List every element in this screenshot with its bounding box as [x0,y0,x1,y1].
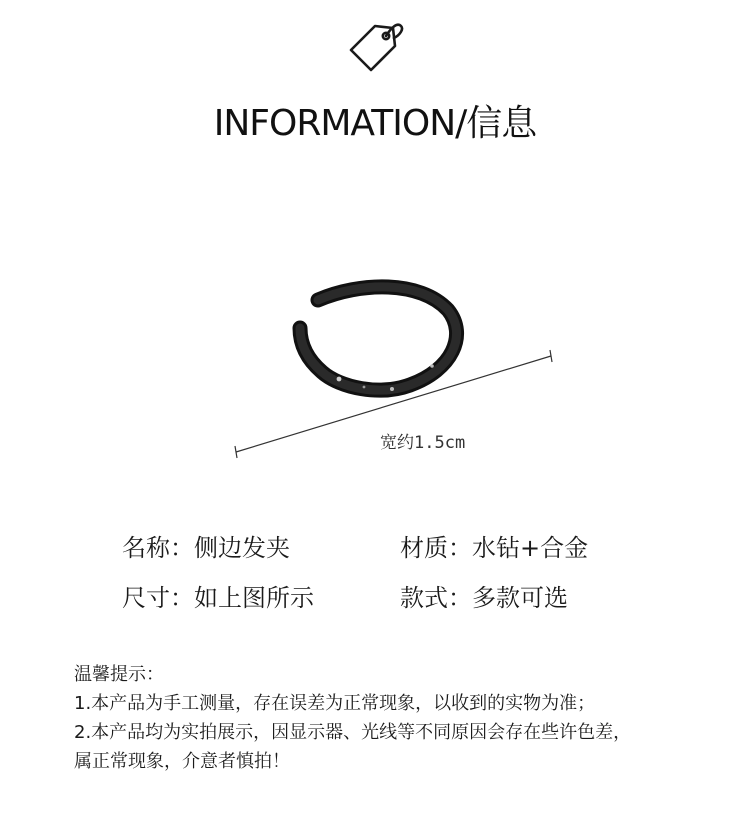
spec-style-key: 款式： [400,584,472,612]
spec-material [400,532,588,564]
notes-line-1: 1.本产品为手工测量，存在误差为正常现象，以收到的实物为准； [74,693,596,714]
spec-style-value: 多款可选 [472,584,568,612]
spec-name-key: 名称： [122,534,194,562]
spec-size-key: 尺寸： [122,584,194,612]
spec-size [122,582,314,614]
width-label: 宽约1.5cm [380,433,466,453]
price-tag-icon [345,18,407,80]
spec-style [400,582,568,614]
product-image [0,250,750,490]
notes-line-3: 属正常现象，介意者慎拍！ [74,751,290,772]
notes-heading: 温馨提示： [74,664,164,685]
headband-illustration [300,287,457,391]
spec-name-value: 侧边发夹 [194,534,290,562]
page-title: INFORMATION/信息 [213,103,537,144]
notes-line-2: 2.本产品均为实拍展示，因显示器、光线等不同原因会存在些许色差， [74,722,632,743]
spec-name [122,532,290,564]
notes-block [74,660,631,776]
spec-material-key: 材质： [400,534,472,562]
spec-size-value: 如上图所示 [194,584,314,612]
spec-material-value: 水钻+合金 [472,534,589,562]
